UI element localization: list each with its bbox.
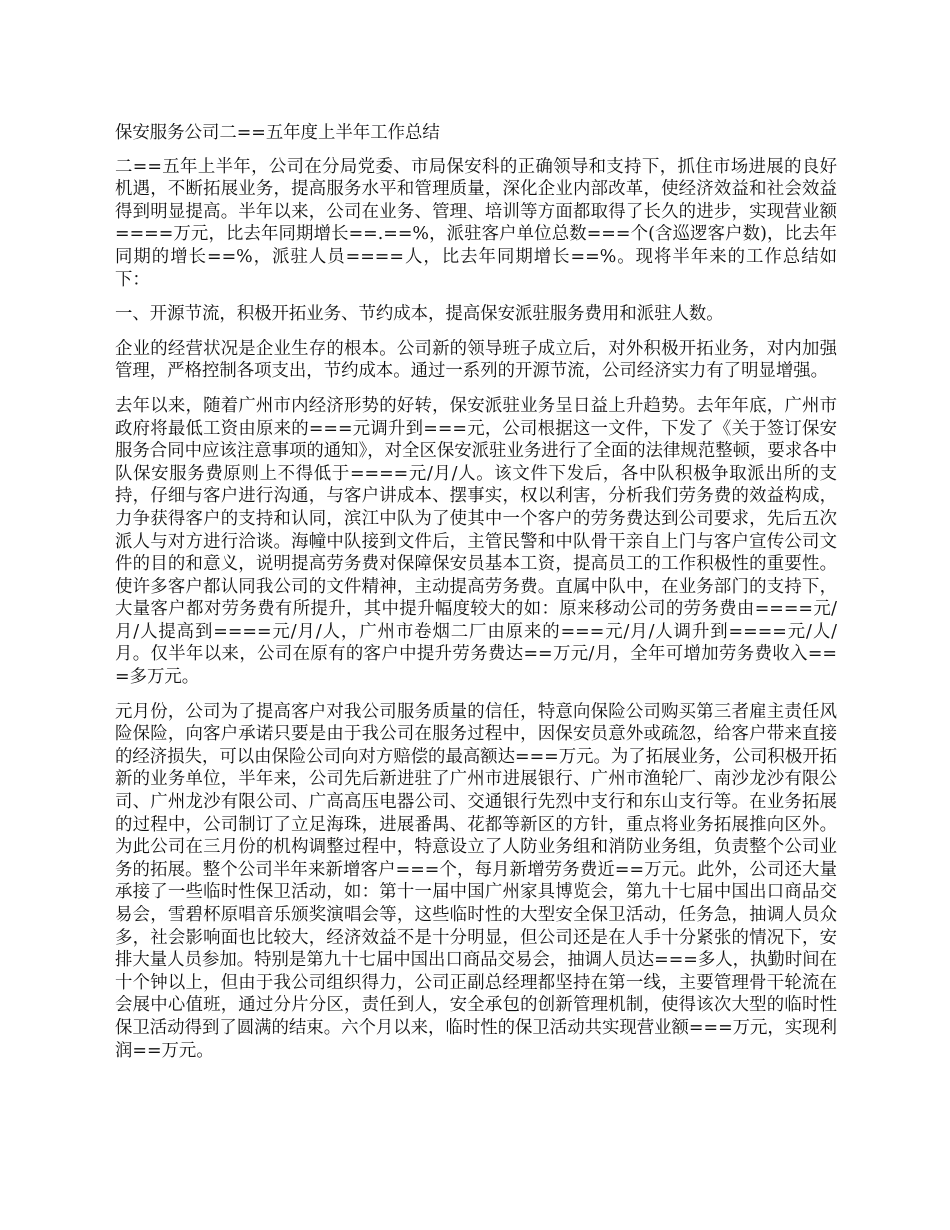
- paragraph-intro: 二==五年上半年，公司在分局党委、市局保安科的正确领导和支持下，抓住市场进展的良好机遇，不断拓展业务，提高服务水平和管理质量，深化企业内部改革，使经济效益和社会效益得到明显提高。半年以来，公司在业务、管理、培训等方面都取得了长久的进步，实现营业额====万元，比去年同期增长==.==%，派驻客户单位总数===个(含巡逻客户数)，比去年同期的增长==%，派驻人员====人，比去年同期增长==%。现将半年来的工作总结如下：: [115, 156, 837, 290]
- paragraph-service-fees: 去年以来，随着广州市内经济形势的好转，保安派驻业务呈日益上升趋势。去年年底，广州市政府将最低工资由原来的===元调升到===元，公司根据这一文件，下发了《关于签订保安服务合同中应该注意事项的通知》，对全区保安派驻业务进行了全面的法律规范整顿，要求各中队保安服务费原则上不得低于====元/月/人。该文件下发后，各中队积极争取派出所的支持，仔细与客户进行沟通，与客户讲成本、摆事实，权以利害，分析我们劳务费的效益构成，力争获得客户的支持和认同，滨江中队为了使其中一个客户的劳务费达到公司要求，先后五次派人与对方进行洽谈。海幢中队接到文件后，主管民警和中队骨干亲自上门与客户宣传公司文件的目的和意义，说明提高劳务费对保障保安员基本工资，提高员工的工作积极性的重要性。使许多客户都认同我公司的文件精神，主动提高劳务费。直属中队中，在业务部门的支持下，大量客户都对劳务费有所提升，其中提升幅度较大的如：原来移动公司的劳务费由====元/月/人提高到====元/月/人，广州市卷烟二厂由原来的===元/月/人调升到====元/人/月。仅半年以来，公司在原有的客户中提升劳务费达==万元/月，全年可增加劳务费收入===多万元。: [115, 395, 837, 688]
- paragraph-business-expansion: 元月份，公司为了提高客户对我公司服务质量的信任，特意向保险公司购买第三者雇主责任风险保险，向客户承诺只要是由于我公司在服务过程中，因保安员意外或疏忽，给客户带来直接的经济损失，可以由保险公司向对方赔偿的最高额达===万元。为了拓展业务，公司积极开拓新的业务单位，半年来，公司先后新进驻了广州市进展银行、广州市渔轮厂、南沙龙沙有限公司、广州龙沙有限公司、广高高压电器公司、交通银行先烈中支行和东山支行等。在业务拓展的过程中，公司制订了立足海珠，进展番禺、花都等新区的方针，重点将业务拓展推向区外。为此公司在三月份的机构调整过程中，特意设立了人防业务组和消防业务组，负责整个公司业务的拓展。整个公司半年来新增客户===个，每月新增劳务费近==万元。此外，公司还大量承接了一些临时性保卫活动，如：第十一届中国广州家具博览会，第九十七届中国出口商品交易会，雪碧杯原唱音乐颁奖演唱会等，这些临时性的大型安全保卫活动，任务急，抽调人员众多，社会影响面也比较大，经济效益不是十分明显，但公司还是在人手十分紧张的情况下，安排大量人员参加。特别是第九十七届中国出口商品交易会，抽调人员达===多人，执勤时间在十个钟以上，但由于我公司组织得力，公司正副总经理都坚持在第一线，主要管理骨干轮流在会展中心值班，通过分片分区，责任到人，安全承包的创新管理机制，使得该次大型的临时性保卫活动得到了圆满的结束。六个月以来，临时性的保卫活动共实现营业额===万元，实现利润==万元。: [115, 701, 837, 1061]
- document-page: [115, 122, 837, 1074]
- paragraph-operations: 企业的经营状况是企业生存的根本。公司新的领导班子成立后，对外积极开拓业务，对内加强管理，严格控制各项支出，节约成本。通过一系列的开源节流，公司经济实力有了明显增强。: [115, 338, 837, 382]
- section-heading-1: 一、开源节流，积极开拓业务、节约成本，提高保安派驻服务费用和派驻人数。: [115, 304, 724, 325]
- document-title: 保安服务公司二==五年度上半年工作总结: [115, 123, 440, 143]
